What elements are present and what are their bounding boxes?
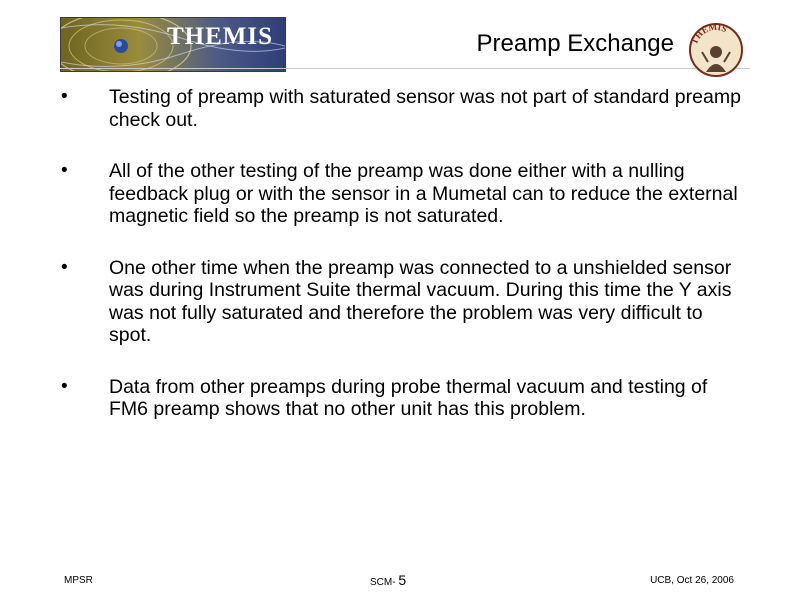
- bullet-item: [58, 86, 748, 131]
- mascot-text: THEMIS: [689, 22, 729, 46]
- themis-logo: [60, 17, 286, 72]
- bullet-marker: •: [61, 86, 68, 107]
- slide-title: Preamp Exchange: [476, 30, 674, 57]
- footer-left-label: MPSR: [64, 575, 93, 586]
- logo-text: THEMIS: [167, 23, 274, 50]
- page-number: 5: [398, 572, 407, 588]
- bullet-item: [58, 257, 748, 347]
- bullet-text: Testing of preamp with saturated sensor was not part of standard preamp check out.: [109, 86, 741, 131]
- footer-page-number: [370, 572, 406, 588]
- bullet-text: All of the other testing of the preamp was done either with a nulling feedback plug or with the sensor in a Mumetal can to reduce the external magnetic field so the preamp is not saturated.: [109, 160, 738, 227]
- bullet-marker: •: [61, 160, 68, 181]
- bullet-text: Data from other preamps during probe thermal vacuum and testing of FM6 preamp shows that no other unit has this problem.: [109, 375, 708, 420]
- footer-date: UCB, Oct 26, 2006: [650, 575, 734, 586]
- bullet-marker: •: [61, 375, 68, 397]
- themis-mascot-logo: [688, 22, 744, 78]
- bullet-marker: •: [61, 256, 68, 278]
- footer-page-prefix: SCM-: [370, 577, 399, 588]
- bullet-item: [58, 160, 748, 228]
- bullet-text: One other time when the preamp was connected to a unshielded sensor was during Instrument Suite thermal vacuum. During this time the Y axis was not fully saturated and therefore the problem was very difficult to spot.: [109, 256, 732, 346]
- title-divider: [60, 68, 750, 69]
- bullet-list: [58, 86, 748, 421]
- bullet-item: [58, 376, 748, 421]
